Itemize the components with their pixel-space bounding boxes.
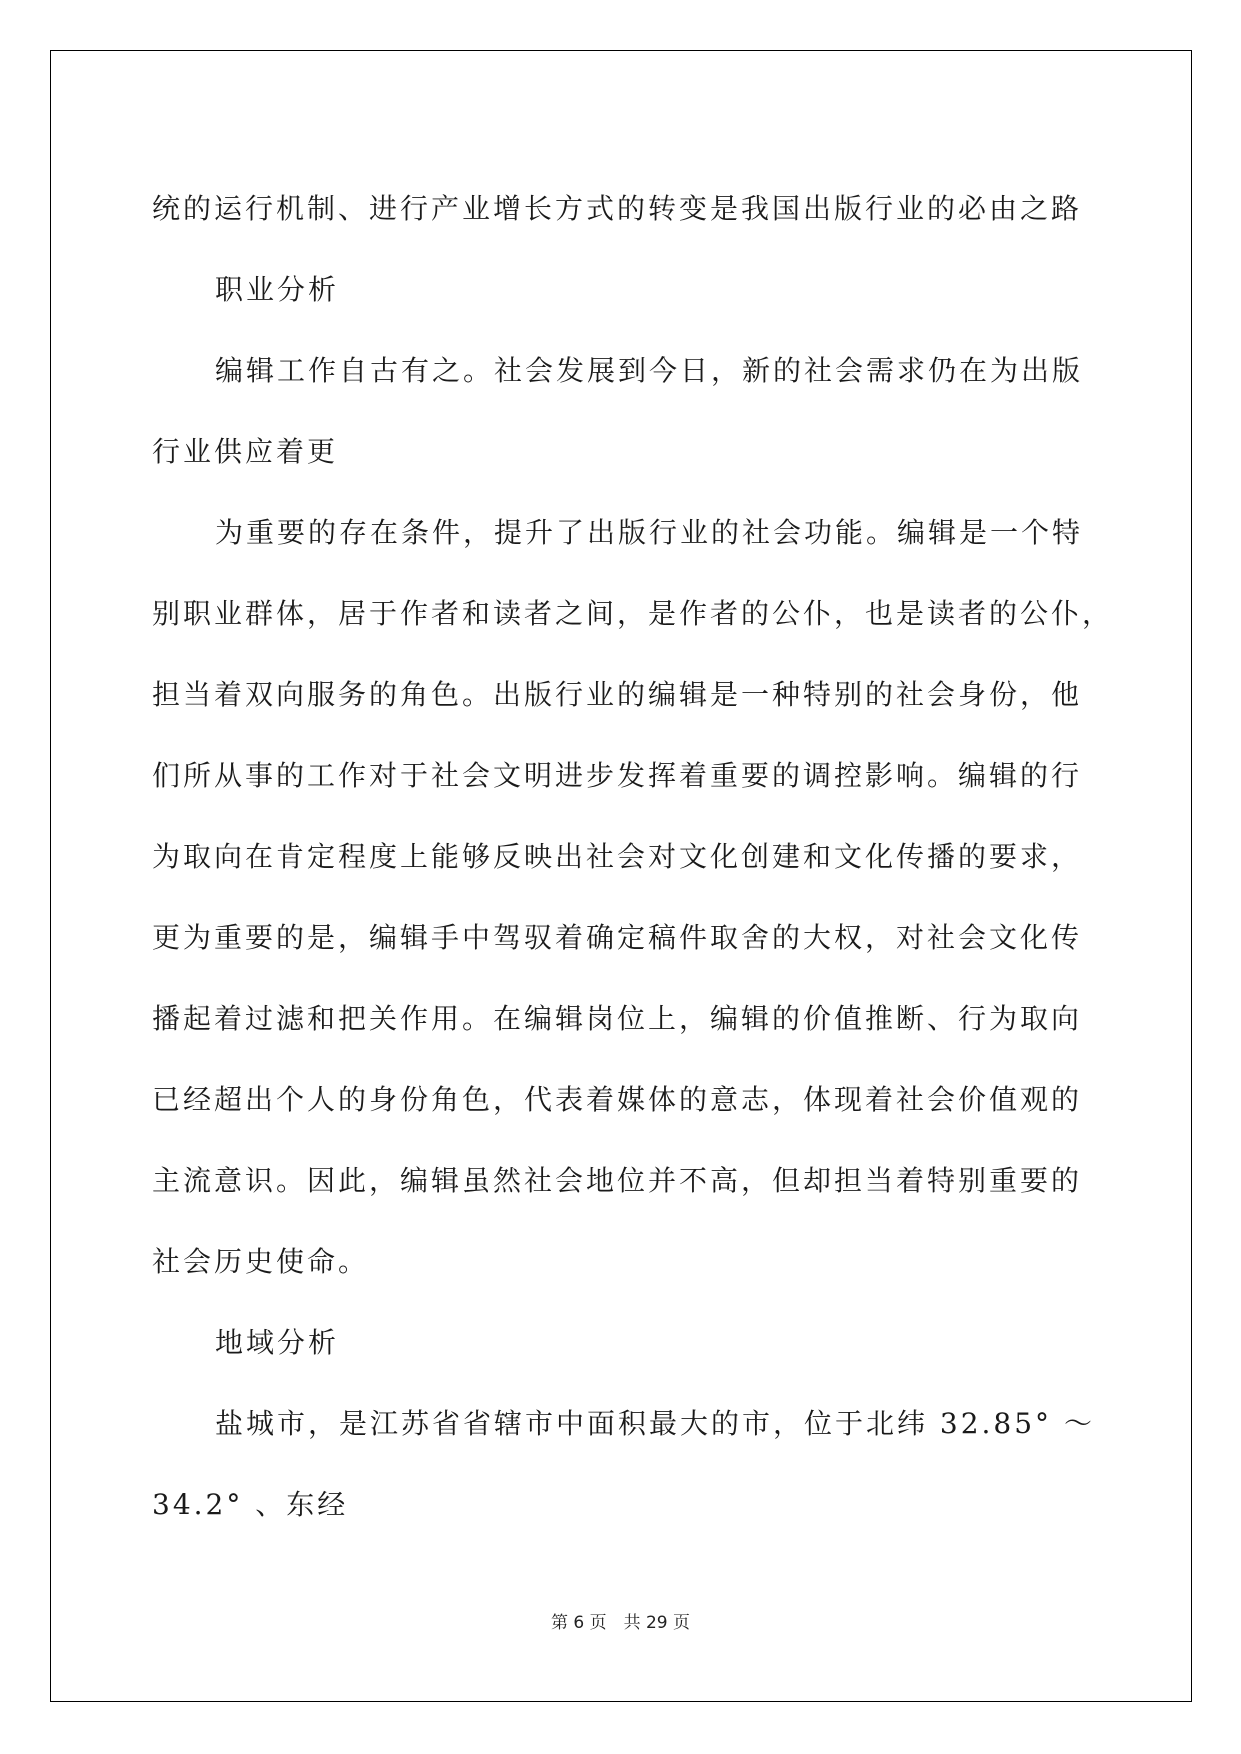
text-line-11: 播起着过滤和把关作用。在编辑岗位上，编辑的价值推断、行为取向 [152,1002,1083,1035]
text-line-16: 盐城市，是江苏省省辖市中面积最大的市，位于北纬 32.85° ～ [215,1407,1095,1440]
section-heading-regional-analysis: 地域分析 [215,1326,340,1359]
text-line-13: 主流意识。因此，编辑虽然社会地位并不高，但却担当着特别重要的 [152,1164,1083,1197]
text-line-6: 别职业群体，居于作者和读者之间，是作者的公仆，也是读者的公仆， [152,597,1114,630]
text-line-12: 已经超出个人的身份角色，代表着媒体的意志，体现着社会价值观的 [152,1083,1083,1116]
text-line-3: 编辑工作自古有之。社会发展到今日，新的社会需求仍在为出版 [215,354,1084,387]
text-line-7: 担当着双向服务的角色。出版行业的编辑是一种特别的社会身份，他 [152,678,1083,711]
section-heading-career-analysis: 职业分析 [215,273,340,306]
page-number: 第 6 页 共 29 页 [550,1613,691,1633]
page-footer [0,1608,1241,1633]
text-line-17: 34.2° 、东经 [152,1488,349,1521]
document-body [152,168,1112,1545]
text-line-1: 统的运行机制、进行产业增长方式的转变是我国出版行业的必由之路 [152,192,1083,225]
text-line-14: 社会历史使命。 [152,1245,370,1278]
text-line-4: 行业供应着更 [152,435,339,468]
text-line-10: 更为重要的是，编辑手中驾驭着确定稿件取舍的大权，对社会文化传 [152,921,1083,954]
text-line-9: 为取向在肯定程度上能够反映出社会对文化创建和文化传播的要求， [152,840,1083,873]
text-line-8: 们所从事的工作对于社会文明进步发挥着重要的调控影响。编辑的行 [152,759,1083,792]
text-line-5: 为重要的存在条件，提升了出版行业的社会功能。编辑是一个特 [215,516,1084,549]
